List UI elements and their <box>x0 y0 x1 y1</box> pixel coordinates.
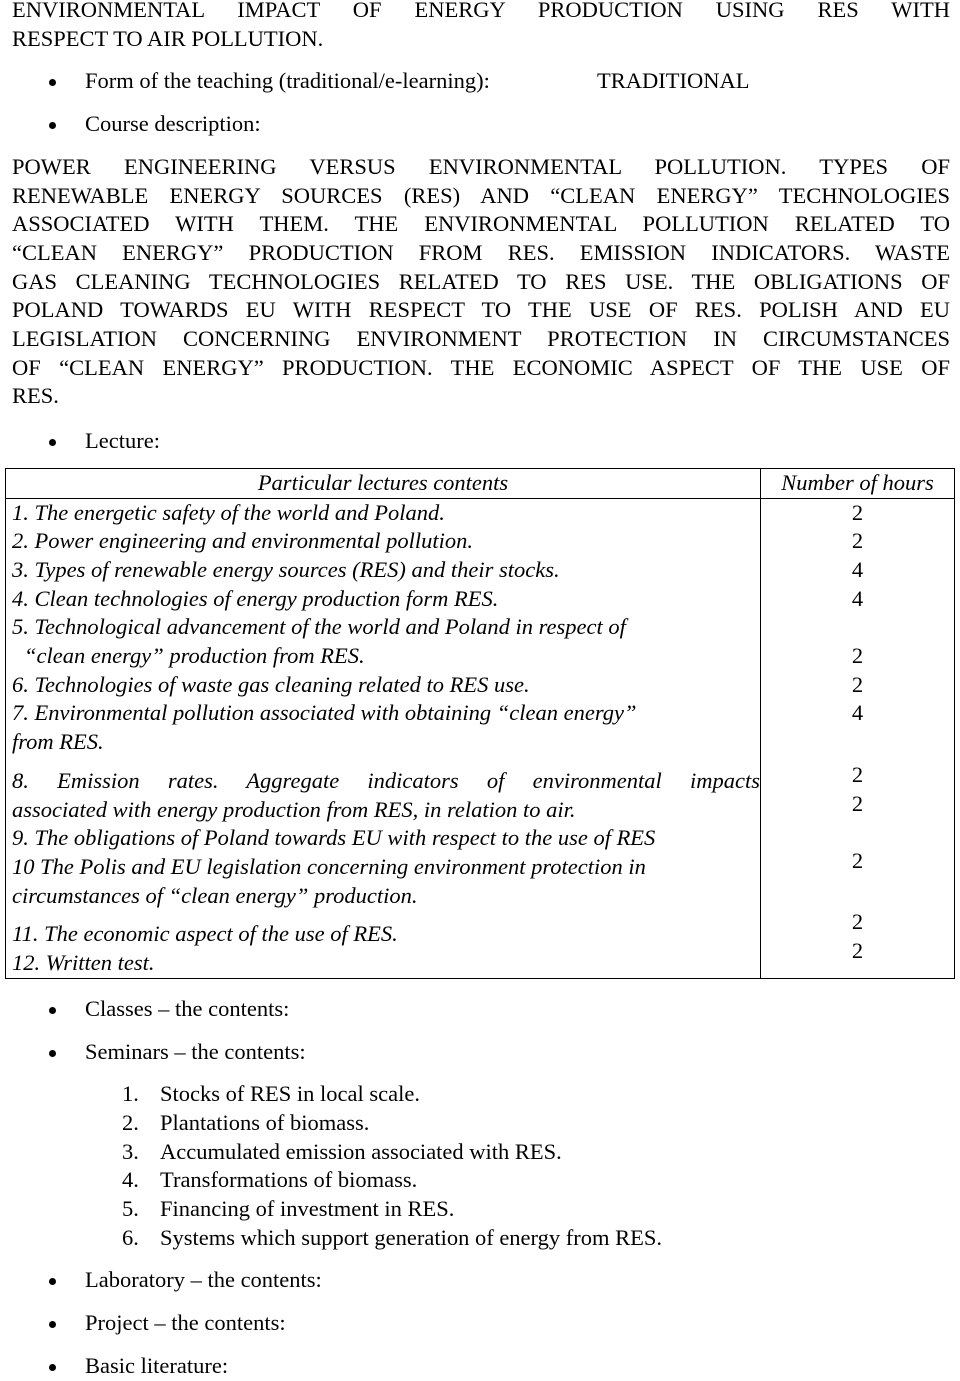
hours-value: 4 <box>851 585 864 611</box>
course-description-text <box>12 153 950 411</box>
list-item: 6. Systems which support generation of energy from RES. <box>122 1224 663 1250</box>
list-item: 5. Financing of investment in RES. <box>122 1196 455 1222</box>
list-item: 4. Transformations of biomass. <box>122 1167 418 1193</box>
lecture-line: 7. Environmental pollution associated with obtaining “clean energy” <box>12 700 637 726</box>
hours-value: 2 <box>851 499 864 525</box>
lecture-line: 5. Technological advancement of the world and Poland in respect of <box>12 614 626 640</box>
hours-value: 2 <box>851 938 864 964</box>
lecture-line: 12. Written test. <box>12 950 155 976</box>
hours-value: 2 <box>851 790 864 816</box>
teaching-form-value: TRADITIONAL <box>597 68 750 94</box>
lecture-table <box>5 468 955 979</box>
course-line: RES. <box>12 383 59 409</box>
hours-value: 4 <box>851 700 864 726</box>
hours-value: 2 <box>851 528 864 554</box>
header-hours: Number of hours <box>761 468 955 498</box>
hours-value: 2 <box>851 909 864 935</box>
list-item: 2. Plantations of biomass. <box>122 1109 370 1135</box>
hours-value: 2 <box>851 643 864 669</box>
seminars-list <box>12 1080 950 1252</box>
lecture-line: 11. The economic aspect of the use of RES. <box>12 921 398 947</box>
course-line: POWER ENGINEERING VERSUS ENVIRONMENTAL POLLUTION. TYPES OF <box>12 153 950 179</box>
lecture-line: 10 The Polis and EU legislation concerning environment protection in <box>12 853 646 879</box>
header-contents: Particular lectures contents <box>6 468 761 498</box>
lecture-line: from RES. <box>12 729 104 755</box>
course-line: ASSOCIATED WITH THEM. THE ENVIRONMENTAL POLLUTION RELATED TO <box>12 211 950 237</box>
lecture-table-header <box>6 468 955 498</box>
lecture-line: 9. The obligations of Poland towards EU with respect to the use of RES <box>12 825 656 851</box>
title-line-2: RESPECT TO AIR POLLUTION. <box>12 25 324 51</box>
lecture-table-body <box>6 498 955 978</box>
course-line: RENEWABLE ENERGY SOURCES (RES) AND “CLEAN ENERGY” TECHNOLOGIES <box>12 182 950 208</box>
course-line: OF “CLEAN ENERGY” PRODUCTION. THE ECONOMIC ASPECT OF THE USE OF <box>12 354 950 380</box>
hours-value: 4 <box>851 556 864 582</box>
lecture-line: 1. The energetic safety of the world and Poland. <box>12 499 445 525</box>
course-line: “CLEAN ENERGY” PRODUCTION FROM RES. EMISSION INDICATORS. WASTE <box>12 239 950 265</box>
lecture-line: circumstances of “clean energy” production. <box>12 882 418 908</box>
course-line: LEGISLATION CONCERNING ENVIRONMENT PROTECTION IN CIRCUMSTANCES <box>12 326 950 352</box>
teaching-form-item <box>12 67 950 96</box>
lecture-line: associated with energy production from RES, in relation to air. <box>12 796 576 822</box>
lecture-line: 4. Clean technologies of energy production form RES. <box>12 585 499 611</box>
project-label: Project – the contents: <box>12 1309 950 1338</box>
lecture-line: 8. Emission rates. Aggregate indicators of environmental impacts <box>12 767 760 793</box>
lecture-line: 3. Types of renewable energy sources (RES) and their stocks. <box>12 556 560 582</box>
classes-label: Classes – the contents: <box>12 995 950 1024</box>
teaching-form-label: Form of the teaching (traditional/e-learning): <box>85 68 490 94</box>
hours-value: 2 <box>851 671 864 697</box>
title-line-1: ENVIRONMENTAL IMPACT OF ENERGY PRODUCTION USING RES WITH <box>12 0 950 22</box>
hours-value: 2 <box>851 847 864 873</box>
lecture-line: “clean energy” production from RES. <box>24 643 365 669</box>
course-line: POLAND TOWARDS EU WITH RESPECT TO THE USE OF RES. POLISH AND EU <box>12 297 950 323</box>
basic-literature-label: Basic literature: <box>12 1352 950 1381</box>
lecture-line: 6. Technologies of waste gas cleaning related to RES use. <box>12 671 530 697</box>
hours-value: 2 <box>851 761 864 787</box>
lecture-label: Lecture: <box>12 427 950 456</box>
course-description-label: Course description: <box>12 110 950 139</box>
list-item: 3. Accumulated emission associated with RES. <box>122 1138 562 1164</box>
lecture-line: 2. Power engineering and environmental pollution. <box>12 528 473 554</box>
laboratory-label: Laboratory – the contents: <box>12 1266 950 1295</box>
list-item: 1. Stocks of RES in local scale. <box>122 1081 420 1107</box>
document-page <box>12 0 950 1381</box>
lecture-contents-cell <box>6 498 761 978</box>
course-line: GAS CLEANING TECHNOLOGIES RELATED TO RES USE. THE OBLIGATIONS OF <box>12 268 950 294</box>
seminars-label: Seminars – the contents: <box>12 1038 950 1067</box>
lecture-hours-cell <box>761 498 955 978</box>
